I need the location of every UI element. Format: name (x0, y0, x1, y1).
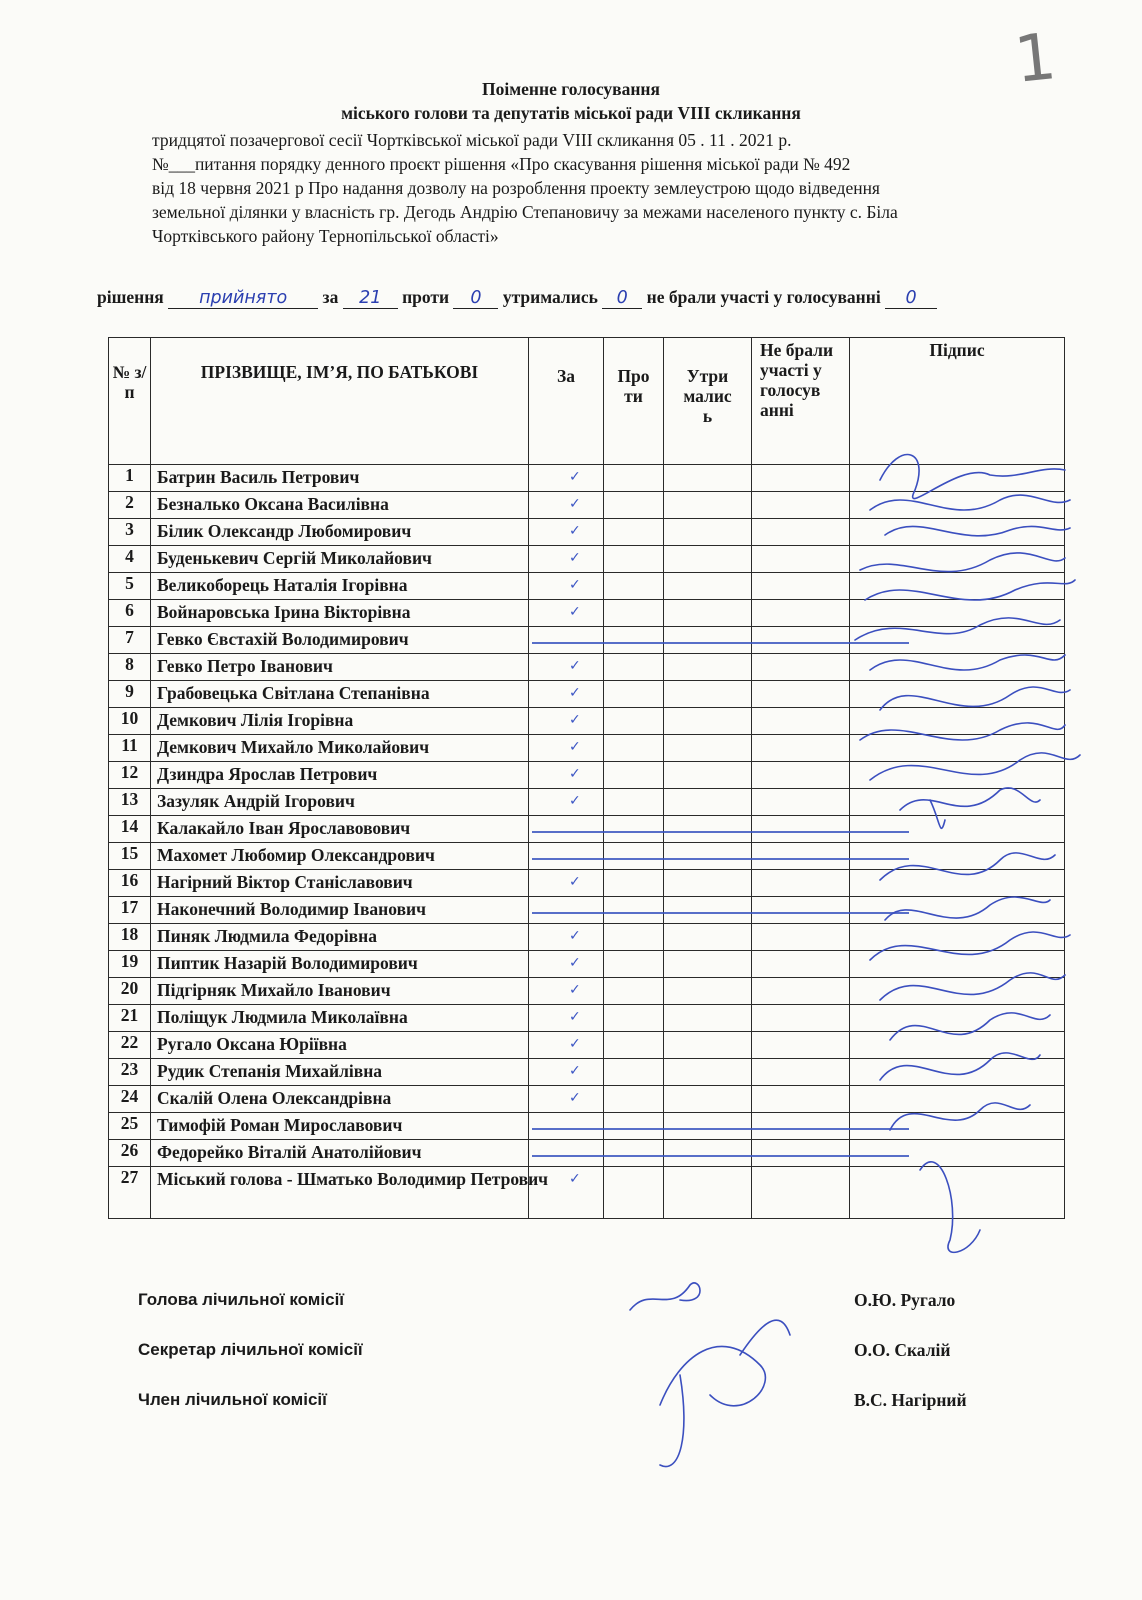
member-number: 7 (109, 627, 151, 654)
vote-for-cell (529, 978, 604, 1005)
vote-check-mark: ✓ (569, 469, 581, 485)
member-name: Грабовецька Світлана Степанівна (151, 681, 529, 708)
vote-abstained-cell (664, 924, 752, 951)
vote-not-voted-cell (752, 1086, 850, 1113)
vote-check-mark: ✓ (569, 928, 581, 944)
vote-for-cell (529, 492, 604, 519)
member-number: 24 (109, 1086, 151, 1113)
vote-check-mark: ✓ (569, 712, 581, 728)
member-name: Поліщук Людмила Миколаївна (151, 1005, 529, 1032)
page-number: 1 (1011, 20, 1060, 98)
vote-not-voted-cell (752, 897, 850, 924)
vote-not-voted-cell (752, 519, 850, 546)
vote-against-cell (604, 735, 664, 762)
member-number: 4 (109, 546, 151, 573)
member-name: Білик Олександр Любомирович (151, 519, 529, 546)
member-name: Рудик Степанія Михайлівна (151, 1059, 529, 1086)
abstained-label: утримались (502, 287, 598, 307)
vote-abstained-cell (664, 1086, 752, 1113)
member-number: 15 (109, 843, 151, 870)
vote-check-mark: ✓ (569, 577, 581, 593)
member-number: 11 (109, 735, 151, 762)
vote-abstained-cell (664, 1032, 752, 1059)
vote-for-cell (529, 735, 604, 762)
member-number: 26 (109, 1140, 151, 1167)
member-name: Калакайло Іван Ярославовович (151, 816, 529, 843)
vote-not-voted-cell (752, 843, 850, 870)
vote-for-cell (529, 897, 604, 924)
signatures-column (840, 440, 1100, 1260)
vote-for-cell (529, 708, 604, 735)
intro-line-3: від 18 червня 2021 р Про надання дозволу на розроблення проекту землеустрою щодо відведення (152, 178, 880, 198)
member-number: 27 (109, 1167, 151, 1219)
vote-abstained-cell (664, 627, 752, 654)
member-name: Скалій Олена Олександрівна (151, 1086, 529, 1113)
vote-against-cell (604, 681, 664, 708)
vote-abstained-cell (664, 816, 752, 843)
vote-check-mark: ✓ (569, 739, 581, 755)
vote-not-voted-cell (752, 627, 850, 654)
vote-not-voted-cell (752, 1059, 850, 1086)
vote-abstained-cell (664, 978, 752, 1005)
vote-for-cell (529, 546, 604, 573)
member-number: 1 (109, 465, 151, 492)
vote-for-cell (529, 1086, 604, 1113)
vote-not-voted-cell (752, 1032, 850, 1059)
vote-against-cell (604, 843, 664, 870)
vote-check-mark: ✓ (569, 955, 581, 971)
vote-against-cell (604, 924, 664, 951)
member-name: Демкович Лілія Ігорівна (151, 708, 529, 735)
vote-check-mark: ✓ (569, 1171, 581, 1187)
vote-check-mark: ✓ (569, 685, 581, 701)
member-number: 8 (109, 654, 151, 681)
vote-for-cell (529, 519, 604, 546)
commission-signatures (620, 1265, 820, 1495)
member-name: Федорейко Віталій Анатолійович (151, 1140, 529, 1167)
vote-for-cell (529, 1059, 604, 1086)
vote-against-cell (604, 1032, 664, 1059)
member-name: Наконечний Володимир Іванович (151, 897, 529, 924)
vote-against-cell (604, 762, 664, 789)
member-number: 18 (109, 924, 151, 951)
member-name: Тимофій Роман Мирославович (151, 1113, 529, 1140)
vote-check-mark: ✓ (569, 1063, 581, 1079)
not-voted-label: не брали участі у голосуванні (646, 287, 881, 307)
vote-not-voted-cell (752, 681, 850, 708)
decision-value: прийнято (168, 288, 318, 309)
vote-for-cell (529, 924, 604, 951)
vote-not-voted-cell (752, 978, 850, 1005)
member-number: 9 (109, 681, 151, 708)
vote-against-cell (604, 1005, 664, 1032)
member-name: Великоборець Наталія Ігорівна (151, 573, 529, 600)
vote-against-cell (604, 1059, 664, 1086)
vote-abstained-cell (664, 1059, 752, 1086)
vote-check-mark: ✓ (569, 1090, 581, 1106)
member-name: Войнаровська Ірина Вікторівна (151, 600, 529, 627)
vote-against-cell (604, 1140, 664, 1167)
vote-check-mark: ✓ (569, 793, 581, 809)
member-name: Безналько Оксана Василівна (151, 492, 529, 519)
vote-not-voted-cell (752, 573, 850, 600)
vote-for-cell (529, 789, 604, 816)
header-not-voted: Не брали участі у голосув анні (752, 338, 850, 465)
vote-abstained-cell (664, 681, 752, 708)
member-number: 3 (109, 519, 151, 546)
member-number: 2 (109, 492, 151, 519)
member-number: 10 (109, 708, 151, 735)
commission-secretary (138, 1340, 1018, 1364)
member-number: 19 (109, 951, 151, 978)
header-name: ПРІЗВИЩЕ, ІМ’Я, ПО БАТЬКОВІ (151, 338, 529, 465)
intro-line-2: №___питання порядку денного проєкт рішення «Про скасування рішення міської ради № 492 (152, 154, 851, 174)
vote-against-cell (604, 627, 664, 654)
document-title: Поіменне голосування (482, 79, 660, 99)
vote-not-voted-cell (752, 870, 850, 897)
vote-against-cell (604, 600, 664, 627)
header-signature: Підпис (850, 338, 1065, 465)
vote-for-cell (529, 870, 604, 897)
document-subtitle: міського голови та депутатів міської ради VIII скликання (341, 103, 801, 123)
header-abstained: Утри малис ь (664, 338, 752, 465)
for-count: 21 (343, 288, 398, 309)
for-label: за (322, 287, 339, 307)
against-label: проти (402, 287, 450, 307)
vote-for-cell (529, 627, 604, 654)
vote-not-voted-cell (752, 492, 850, 519)
member-name: Махомет Любомир Олександрович (151, 843, 529, 870)
member-number: 14 (109, 816, 151, 843)
vote-against-cell (604, 573, 664, 600)
vote-abstained-cell (664, 951, 752, 978)
vote-not-voted-cell (752, 735, 850, 762)
member-number: 23 (109, 1059, 151, 1086)
vote-against-cell (604, 1113, 664, 1140)
against-count: 0 (453, 288, 498, 309)
member-name: В.С. Нагірний (854, 1390, 967, 1410)
member-number: 13 (109, 789, 151, 816)
vote-against-cell (604, 897, 664, 924)
vote-check-mark: ✓ (569, 1036, 581, 1052)
vote-for-cell (529, 681, 604, 708)
vote-abstained-cell (664, 573, 752, 600)
member-name: Гевко Петро Іванович (151, 654, 529, 681)
vote-not-voted-cell (752, 600, 850, 627)
vote-abstained-cell (664, 1167, 752, 1219)
chair-name: О.Ю. Ругало (854, 1290, 956, 1310)
vote-not-voted-cell (752, 1140, 850, 1167)
vote-abstained-cell (664, 1113, 752, 1140)
vote-abstained-cell (664, 1005, 752, 1032)
header-for: За (529, 338, 604, 465)
vote-against-cell (604, 519, 664, 546)
vote-against-cell (604, 789, 664, 816)
member-number: 21 (109, 1005, 151, 1032)
vote-abstained-cell (664, 762, 752, 789)
vote-against-cell (604, 951, 664, 978)
secretary-name: О.О. Скалій (854, 1340, 951, 1360)
vote-for-cell (529, 600, 604, 627)
vote-check-mark: ✓ (569, 496, 581, 512)
vote-for-cell (529, 1032, 604, 1059)
member-number: 5 (109, 573, 151, 600)
secretary-label: Секретар лічильної комісії (138, 1340, 363, 1359)
intro-line-1: тридцятої позачергової сесії Чортківської міської ради VIII скликання 05 . 11 . 2021 р. (152, 130, 792, 150)
vote-against-cell (604, 1167, 664, 1219)
member-name: Міський голова - Шматько Володимир Петрович (151, 1167, 529, 1219)
intro-line-4: земельної ділянки у власність гр. Дегодь Андрію Степановичу за межами населеного пункту с. Біла (152, 202, 898, 222)
vote-for-cell (529, 1140, 604, 1167)
decision-label: рішення (97, 287, 164, 307)
vote-not-voted-cell (752, 1005, 850, 1032)
vote-for-cell (529, 843, 604, 870)
vote-check-mark: ✓ (569, 1009, 581, 1025)
vote-for-cell (529, 654, 604, 681)
member-number: 16 (109, 870, 151, 897)
not-voted-count: 0 (885, 288, 937, 309)
vote-not-voted-cell (752, 1167, 850, 1219)
member-number: 22 (109, 1032, 151, 1059)
vote-against-cell (604, 654, 664, 681)
member-name: Нагірний Віктор Станіславович (151, 870, 529, 897)
vote-check-mark: ✓ (569, 658, 581, 674)
member-name: Зазуляк Андрій Ігорович (151, 789, 529, 816)
member-number: 20 (109, 978, 151, 1005)
vote-for-cell (529, 573, 604, 600)
member-number: 12 (109, 762, 151, 789)
abstained-count: 0 (602, 288, 642, 309)
vote-against-cell (604, 465, 664, 492)
header-against: Про ти (604, 338, 664, 465)
vote-not-voted-cell (752, 816, 850, 843)
vote-abstained-cell (664, 1140, 752, 1167)
vote-against-cell (604, 492, 664, 519)
vote-for-cell (529, 1113, 604, 1140)
vote-check-mark: ✓ (569, 982, 581, 998)
vote-check-mark: ✓ (569, 550, 581, 566)
member-number: 17 (109, 897, 151, 924)
member-name: Гевко Євстахій Володимирович (151, 627, 529, 654)
vote-check-mark: ✓ (569, 523, 581, 539)
vote-against-cell (604, 546, 664, 573)
vote-not-voted-cell (752, 546, 850, 573)
vote-against-cell (604, 1086, 664, 1113)
member-number: 6 (109, 600, 151, 627)
vote-for-cell (529, 1005, 604, 1032)
vote-not-voted-cell (752, 951, 850, 978)
vote-not-voted-cell (752, 762, 850, 789)
member-name: Підгірняк Михайло Іванович (151, 978, 529, 1005)
vote-for-cell (529, 951, 604, 978)
vote-abstained-cell (664, 600, 752, 627)
vote-against-cell (604, 816, 664, 843)
vote-abstained-cell (664, 708, 752, 735)
vote-against-cell (604, 978, 664, 1005)
member-name: Демкович Михайло Миколайович (151, 735, 529, 762)
vote-not-voted-cell (752, 654, 850, 681)
vote-abstained-cell (664, 870, 752, 897)
vote-check-mark: ✓ (569, 604, 581, 620)
header-number: № з/п (109, 338, 151, 465)
vote-not-voted-cell (752, 465, 850, 492)
member-name: Буденькевич Сергій Миколайович (151, 546, 529, 573)
commission-chair (138, 1290, 1018, 1314)
vote-for-cell (529, 816, 604, 843)
vote-not-voted-cell (752, 1113, 850, 1140)
chair-label: Голова лічильної комісії (138, 1290, 345, 1309)
vote-not-voted-cell (752, 708, 850, 735)
vote-check-mark: ✓ (569, 874, 581, 890)
vote-for-cell (529, 465, 604, 492)
vote-abstained-cell (664, 519, 752, 546)
vote-abstained-cell (664, 843, 752, 870)
vote-check-mark: ✓ (569, 766, 581, 782)
vote-abstained-cell (664, 465, 752, 492)
vote-abstained-cell (664, 789, 752, 816)
member-name: Пиняк Людмила Федорівна (151, 924, 529, 951)
vote-abstained-cell (664, 546, 752, 573)
vote-result-line (97, 287, 1107, 309)
vote-abstained-cell (664, 654, 752, 681)
member-label: Член лічильної комісії (138, 1390, 327, 1409)
session-description (152, 128, 1070, 248)
intro-line-5: Чортківського району Тернопільської області» (152, 226, 499, 246)
vote-abstained-cell (664, 897, 752, 924)
vote-for-cell (529, 762, 604, 789)
vote-against-cell (604, 870, 664, 897)
member-name: Дзиндра Ярослав Петрович (151, 762, 529, 789)
member-name: Пиптик Назарій Володимирович (151, 951, 529, 978)
vote-abstained-cell (664, 492, 752, 519)
vote-not-voted-cell (752, 924, 850, 951)
member-number: 25 (109, 1113, 151, 1140)
vote-abstained-cell (664, 735, 752, 762)
vote-against-cell (604, 708, 664, 735)
vote-not-voted-cell (752, 789, 850, 816)
commission-member (138, 1390, 1018, 1414)
member-name: Ругало Оксана Юріївна (151, 1032, 529, 1059)
member-name: Батрин Василь Петрович (151, 465, 529, 492)
